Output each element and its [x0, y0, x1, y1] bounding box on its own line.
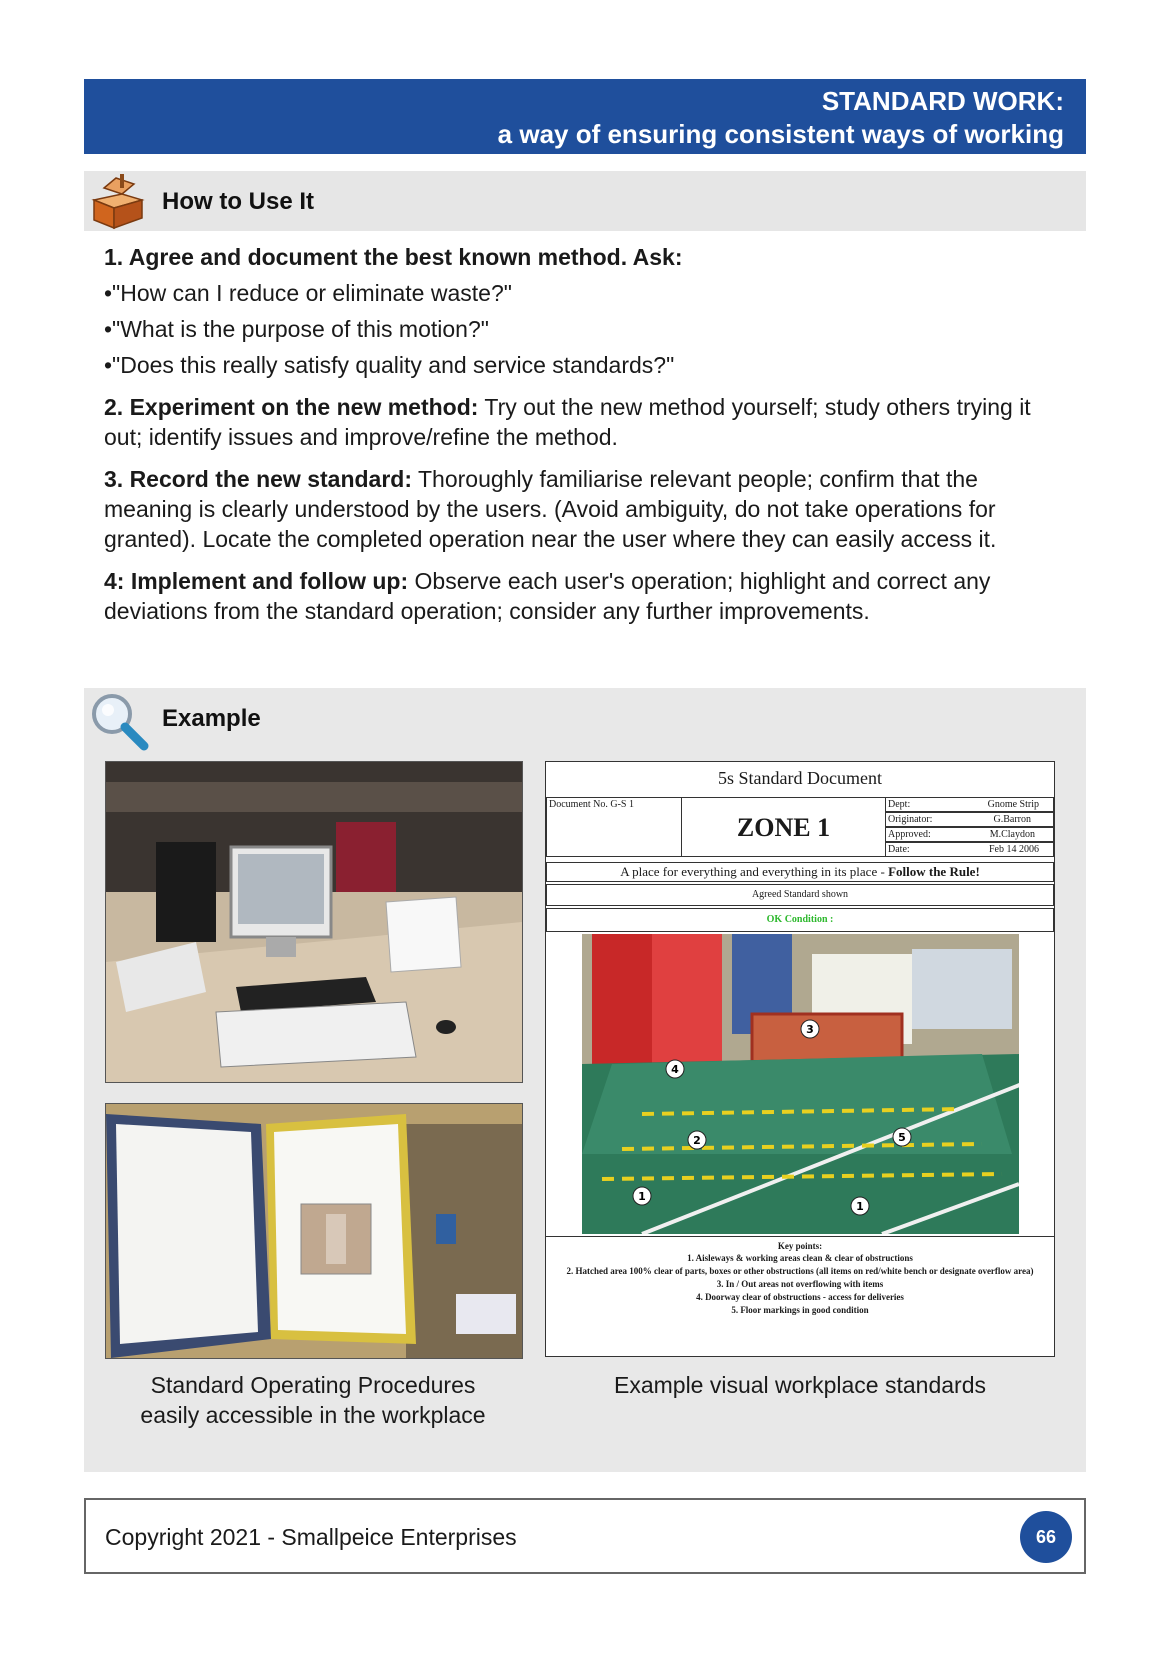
marker-label: 2	[693, 1134, 701, 1147]
toolbox-icon	[90, 170, 146, 232]
agreed-row: Agreed Standard shown	[546, 884, 1054, 906]
step3-text: Thoroughly familiarise relevant people; confirm that the meaning is clearly understood by the users. (Avoid ambiguity, do not take operations for granted). Locate the completed operation near the user where they can easily access it.	[104, 466, 997, 552]
meta-row	[885, 812, 1054, 827]
step3-heading: 3. Record the new standard:	[104, 466, 413, 492]
header-title: STANDARD WORK:	[821, 86, 1064, 116]
step4-text: Observe each user's operation; highlight and correct any deviations from the standard operation; consider any further improvements.	[104, 568, 991, 624]
key-point: 4. Doorway clear of obstructions - access for deliveries	[696, 1292, 904, 1302]
step2-paragraph	[104, 392, 1064, 452]
key-point: 3. In / Out areas not overflowing with items	[716, 1279, 884, 1289]
doc-number: Document No. G-S 1	[546, 797, 682, 857]
meta-row	[885, 827, 1054, 842]
key-points-title: Key points:	[777, 1241, 823, 1251]
header-subtitle: a way of ensuring consistent ways of working	[497, 119, 1064, 149]
marker-label: 5	[898, 1131, 906, 1144]
page-header	[84, 79, 1086, 154]
marker-2	[688, 1131, 706, 1149]
how-to-body	[104, 242, 1064, 626]
meta-value: Gnome Strip	[987, 799, 1039, 810]
marker-3	[801, 1020, 819, 1038]
meta-value: Feb 14 2006	[989, 844, 1039, 855]
bullet-3: •"Does this really satisfy quality and service standards?"	[104, 352, 675, 378]
meta-value: M.Claydon	[989, 829, 1035, 840]
step4-paragraph	[104, 566, 1064, 626]
bullet-2: •"What is the purpose of this motion?"	[104, 316, 489, 342]
rule-text: A place for everything and everything in its place -	[620, 864, 889, 879]
copyright-text: Copyright 2021 - Smallpeice Enterprises	[105, 1524, 517, 1550]
5s-standard-document	[545, 761, 1055, 1357]
meta-row	[885, 797, 1054, 812]
sop-binder-photo	[105, 1103, 523, 1359]
doc-title: 5s Standard Document	[718, 768, 882, 788]
step1-heading: 1. Agree and document the best known method. Ask:	[104, 244, 683, 270]
marker-1	[633, 1187, 651, 1205]
meta-label: Approved:	[888, 829, 931, 840]
step4-heading: 4: Implement and follow up:	[104, 568, 409, 594]
key-point: 2. Hatched area 100% clear of parts, boxes or other obstructions (all items on red/white bench or designate overflow area)	[566, 1266, 1034, 1276]
step2-text: Try out the new method yourself; study others trying it out; identify issues and improve/refine the method.	[104, 394, 1031, 450]
meta-value: G.Barron	[993, 814, 1031, 825]
rule-bold: Follow the Rule!	[888, 864, 980, 879]
marker-label: 3	[806, 1023, 814, 1036]
meta-label: Dept:	[888, 799, 911, 810]
rule-row	[546, 862, 1054, 882]
office-desk-photo	[105, 761, 523, 1083]
caption-left-line2: easily accessible in the workplace	[140, 1402, 486, 1428]
zone-label: ZONE 1	[681, 797, 886, 857]
marker-label: 1	[638, 1190, 646, 1203]
marker-4	[666, 1060, 684, 1078]
key-point: 5. Floor markings in good condition	[731, 1305, 869, 1315]
caption-left-line1: Standard Operating Procedures	[150, 1372, 476, 1398]
how-to-title: How to Use It	[162, 188, 315, 215]
page-footer	[84, 1498, 1086, 1574]
caption-right: Example visual workplace standards	[613, 1372, 986, 1398]
marker-5	[893, 1128, 911, 1146]
step3-paragraph	[104, 464, 1064, 554]
marker-1b	[851, 1197, 869, 1215]
caption-left	[105, 1370, 521, 1430]
example-title: Example	[162, 705, 261, 732]
meta-label: Originator:	[888, 814, 933, 825]
key-points-box	[546, 1236, 1054, 1356]
key-point: 1. Aisleways & working areas clean & clear of obstructions	[687, 1253, 913, 1263]
marker-label: 4	[671, 1063, 679, 1076]
step2-heading: 2. Experiment on the new method:	[104, 394, 479, 420]
meta-row	[885, 842, 1054, 857]
ok-condition-row: OK Condition :	[546, 908, 1054, 932]
page-number-badge: 66	[1020, 1511, 1072, 1563]
meta-label: Date:	[888, 844, 910, 855]
marker-label: 1	[856, 1200, 864, 1213]
floor-photo	[582, 934, 1019, 1234]
bullet-1: •"How can I reduce or eliminate waste?"	[104, 280, 512, 306]
magnifier-icon	[88, 690, 152, 754]
